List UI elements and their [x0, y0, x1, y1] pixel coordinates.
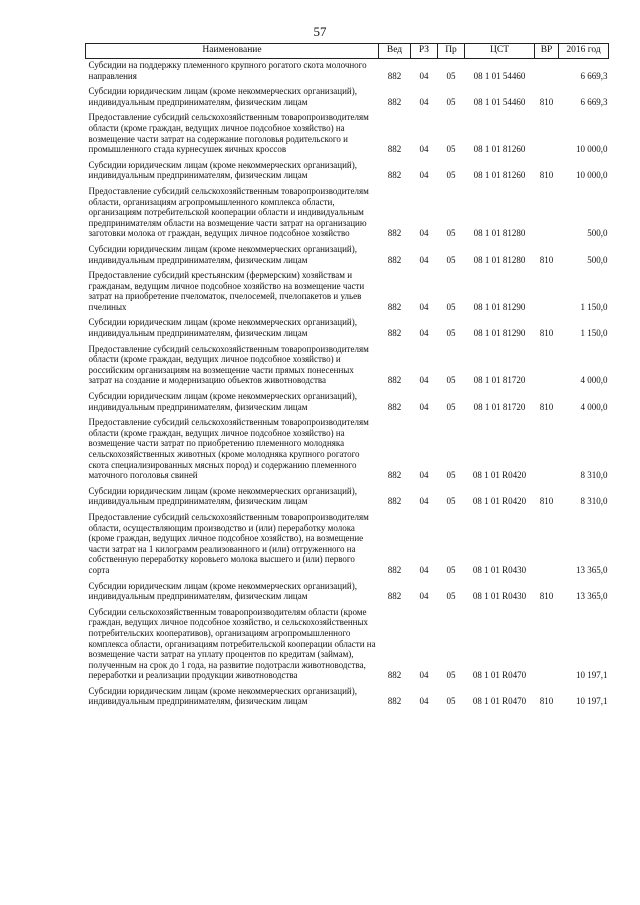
row-sum: 8 310,0: [580, 470, 608, 481]
table-row: [86, 580, 609, 606]
row-ved: 882: [387, 228, 402, 239]
row-rz: 04: [419, 591, 429, 602]
row-sum: 13 365,0: [576, 564, 608, 575]
row-pr: 05: [446, 170, 456, 181]
row-cst: 08 1 01 R0430: [472, 591, 527, 602]
row-name: Предоставление субсидий сельскохозяйственным товаропроизводителям области, организациям агропромышленного комплекса области, организациям потребительской кооперации области и индивидуальным предпринимателям области на возмещение части затрат на организацию заготовки молока от граждан, ведущих личное подсобное хозяйство: [88, 185, 369, 239]
row-rz: 04: [419, 96, 429, 107]
table-row: [86, 59, 609, 86]
row-pr: 05: [446, 670, 456, 681]
row-ved: 882: [387, 96, 402, 107]
row-ved: 882: [387, 401, 402, 412]
row-ved: 882: [387, 591, 402, 602]
table-row: [86, 159, 609, 185]
row-vr: 810: [539, 96, 554, 107]
row-sum: 500,0: [587, 254, 608, 265]
row-pr: 05: [446, 401, 456, 412]
row-cst: 08 1 01 R0470: [472, 696, 527, 707]
row-rz: 04: [419, 375, 429, 386]
row-rz: 04: [419, 228, 429, 239]
row-name: Субсидии юридическим лицам (кроме некоммерческих организаций), индивидуальным предпринимателям, физическим лицам: [88, 391, 357, 412]
row-cst: 08 1 01 54460: [473, 96, 526, 107]
row-name: Субсидии юридическим лицам (кроме некоммерческих организаций), индивидуальным предпринимателям, физическим лицам: [88, 243, 357, 265]
row-sum: 6 669,3: [580, 70, 608, 81]
row-sum: 10 000,0: [576, 144, 608, 155]
row-rz: 04: [419, 301, 429, 312]
row-rz: 04: [419, 328, 429, 339]
row-name: Субсидии юридическим лицам (кроме некоммерческих организаций), индивидуальным предпринимателям, физическим лицам: [88, 317, 357, 339]
row-cst: 08 1 01 R0420: [472, 470, 527, 481]
row-sum: 6 669,3: [580, 96, 608, 107]
row-name: Предоставление субсидий сельскохозяйственным товаропроизводителям области (кроме граждан, ведущих личное подсобное хозяйство) на возмещение части затрат на содержание поголовья родительского и промышленного стада курнесушек яичных кроссов: [88, 112, 369, 155]
row-rz: 04: [419, 170, 429, 181]
row-pr: 05: [446, 254, 456, 265]
header-pr: Пр: [438, 44, 465, 59]
row-ved: 882: [387, 70, 402, 81]
row-pr: 05: [446, 328, 456, 339]
row-ved: 882: [387, 301, 402, 312]
budget-table: [85, 43, 609, 711]
row-sum: 8 310,0: [580, 496, 608, 507]
header-cst: ЦСТ: [465, 44, 535, 59]
row-ved: 882: [387, 254, 402, 265]
row-vr: [535, 511, 559, 580]
table-row: [86, 243, 609, 269]
row-rz: 04: [419, 670, 429, 681]
row-rz: 04: [419, 564, 429, 575]
row-name: Субсидии юридическим лицам (кроме некоммерческих организаций), индивидуальным предпринимателям, физическим лицам: [88, 485, 357, 507]
table-row: [86, 416, 609, 485]
row-ved: 882: [387, 470, 402, 481]
header-year: 2016 год: [559, 44, 609, 59]
row-name: Предоставление субсидий сельскохозяйственным товаропроизводителям области (кроме граждан, ведущих личное подсобное хозяйство) на возмещение части затрат по приобретению племенного молодняка сельскохозяйственных животных (кроме молодняка крупного рогатого скота специализированных мясных пород) и содержанию племенного маточного поголовья свиней: [88, 417, 369, 481]
row-vr: [535, 343, 559, 390]
table-row: [86, 485, 609, 511]
table-row: [86, 111, 609, 158]
row-ved: 882: [387, 696, 402, 707]
table-row: [86, 85, 609, 111]
row-cst: 08 1 01 81260: [473, 144, 526, 155]
row-ved: 882: [387, 170, 402, 181]
row-name: Предоставление субсидий крестьянским (фермерским) хозяйствам и гражданам, ведущим личное подсобное хозяйство на возмещение части затрат на приобретение пчеломаток, пчелосемей, пчелопакетов и ульев пчелиных: [88, 270, 365, 312]
row-vr: 810: [539, 328, 554, 339]
row-rz: 04: [419, 144, 429, 155]
table-row: [86, 269, 609, 316]
header-rz: РЗ: [411, 44, 438, 59]
row-cst: 08 1 01 R0430: [472, 564, 527, 575]
table-row: [86, 343, 609, 390]
row-vr: [535, 59, 559, 86]
row-vr: [535, 111, 559, 158]
row-vr: 810: [539, 401, 554, 412]
table-body: [86, 59, 609, 712]
row-cst: 08 1 01 81720: [473, 401, 526, 412]
table-row: [86, 316, 609, 342]
row-pr: 05: [446, 470, 456, 481]
row-sum: 1 150,0: [580, 301, 608, 312]
row-pr: 05: [446, 375, 456, 386]
row-cst: 08 1 01 81280: [473, 228, 526, 239]
row-rz: 04: [419, 254, 429, 265]
row-cst: 08 1 01 81290: [473, 301, 526, 312]
row-ved: 882: [387, 375, 402, 386]
row-name: Субсидии юридическим лицам (кроме некоммерческих организаций), индивидуальным предпринимателям, физическим лицам: [88, 159, 357, 181]
row-sum: 13 365,0: [576, 591, 608, 602]
row-vr: [535, 606, 559, 685]
row-sum: 10 000,0: [576, 170, 608, 181]
row-pr: 05: [446, 70, 456, 81]
row-sum: 4 000,0: [580, 375, 608, 386]
row-rz: 04: [419, 496, 429, 507]
row-cst: 08 1 01 81280: [473, 254, 526, 265]
row-ved: 882: [387, 144, 402, 155]
row-rz: 04: [419, 470, 429, 481]
table-row: [86, 390, 609, 416]
row-cst: 08 1 01 81720: [473, 375, 526, 386]
row-vr: [535, 416, 559, 485]
row-name: Субсидии юридическим лицам (кроме некоммерческих организаций), индивидуальным предпринимателям, физическим лицам: [88, 86, 357, 107]
row-name: Субсидии на поддержку племенного крупного рогатого скота молочного направления: [88, 60, 367, 81]
row-rz: 04: [419, 70, 429, 81]
row-vr: 810: [539, 696, 554, 707]
row-name: Предоставление субсидий сельскохозяйственным товаропроизводителям области (кроме граждан, ведущих личное подсобное хозяйство) и российским организациям на возмещение части прямых понесенных затрат на создание и модернизацию объектов животноводства: [88, 343, 369, 386]
row-pr: 05: [446, 591, 456, 602]
row-vr: 810: [539, 170, 554, 181]
row-vr: 810: [539, 496, 554, 507]
row-sum: 1 150,0: [580, 328, 608, 339]
row-cst: 08 1 01 81290: [473, 328, 526, 339]
header-ved: Вед: [379, 44, 411, 59]
row-pr: 05: [446, 564, 456, 575]
row-pr: 05: [446, 301, 456, 312]
table-row: [86, 606, 609, 685]
row-sum: 500,0: [587, 228, 608, 239]
row-ved: 882: [387, 328, 402, 339]
row-vr: 810: [539, 254, 554, 265]
header-name: Наименование: [86, 44, 379, 59]
row-vr: [535, 185, 559, 243]
table-row: [86, 511, 609, 580]
page-number: 57: [313, 24, 327, 39]
row-ved: 882: [387, 496, 402, 507]
row-pr: 05: [446, 228, 456, 239]
row-cst: 08 1 01 54460: [473, 70, 526, 81]
row-rz: 04: [419, 401, 429, 412]
row-name: Предоставление субсидий сельскохозяйственным товаропроизводителям области, осуществляющим производство и (или) переработку молока (кроме граждан, ведущих личное подсобное хозяйство), на возмещение части затрат на 1 килограмм реализованного и (или) отгруженного на собственную переработку коровьего молока высшего и (или) первого сорта: [88, 511, 369, 575]
table-header: [86, 44, 609, 59]
row-name: Субсидии юридическим лицам (кроме некоммерческих организаций), индивидуальным предпринимателям, физическим лицам: [88, 685, 357, 707]
row-cst: 08 1 01 R0470: [472, 670, 527, 681]
row-pr: 05: [446, 144, 456, 155]
header-vr: ВР: [535, 44, 559, 59]
row-cst: 08 1 01 R0420: [472, 496, 527, 507]
row-pr: 05: [446, 496, 456, 507]
row-name: Субсидии юридическим лицам (кроме некоммерческих организаций), индивидуальным предпринимателям, физическим лицам: [88, 580, 357, 602]
row-sum: 4 000,0: [580, 401, 608, 412]
row-vr: 810: [539, 591, 554, 602]
header-row: [86, 44, 609, 59]
row-vr: [535, 269, 559, 316]
table-row: [86, 185, 609, 243]
row-ved: 882: [387, 670, 402, 681]
row-pr: 05: [446, 696, 456, 707]
row-name: Субсидии сельскохозяйственным товаропроизводителям области (кроме граждан, ведущих личное подсобное хозяйство, и сельскохозяйственных потребительских кооперативов), организациям агропромышленного комплекса области, организациям потребительской кооперации области на возмещение части затрат на уплату процентов по кредитам (займам), полученным на срок до 1 года, на развитие подотрасли животноводства, переработки и реализации продукции животноводства: [88, 606, 376, 681]
row-ved: 882: [387, 564, 402, 575]
table-row: [86, 685, 609, 711]
row-pr: 05: [446, 96, 456, 107]
row-rz: 04: [419, 696, 429, 707]
row-sum: 10 197,1: [576, 696, 608, 707]
row-sum: 10 197,1: [576, 670, 608, 681]
row-cst: 08 1 01 81260: [473, 170, 526, 181]
